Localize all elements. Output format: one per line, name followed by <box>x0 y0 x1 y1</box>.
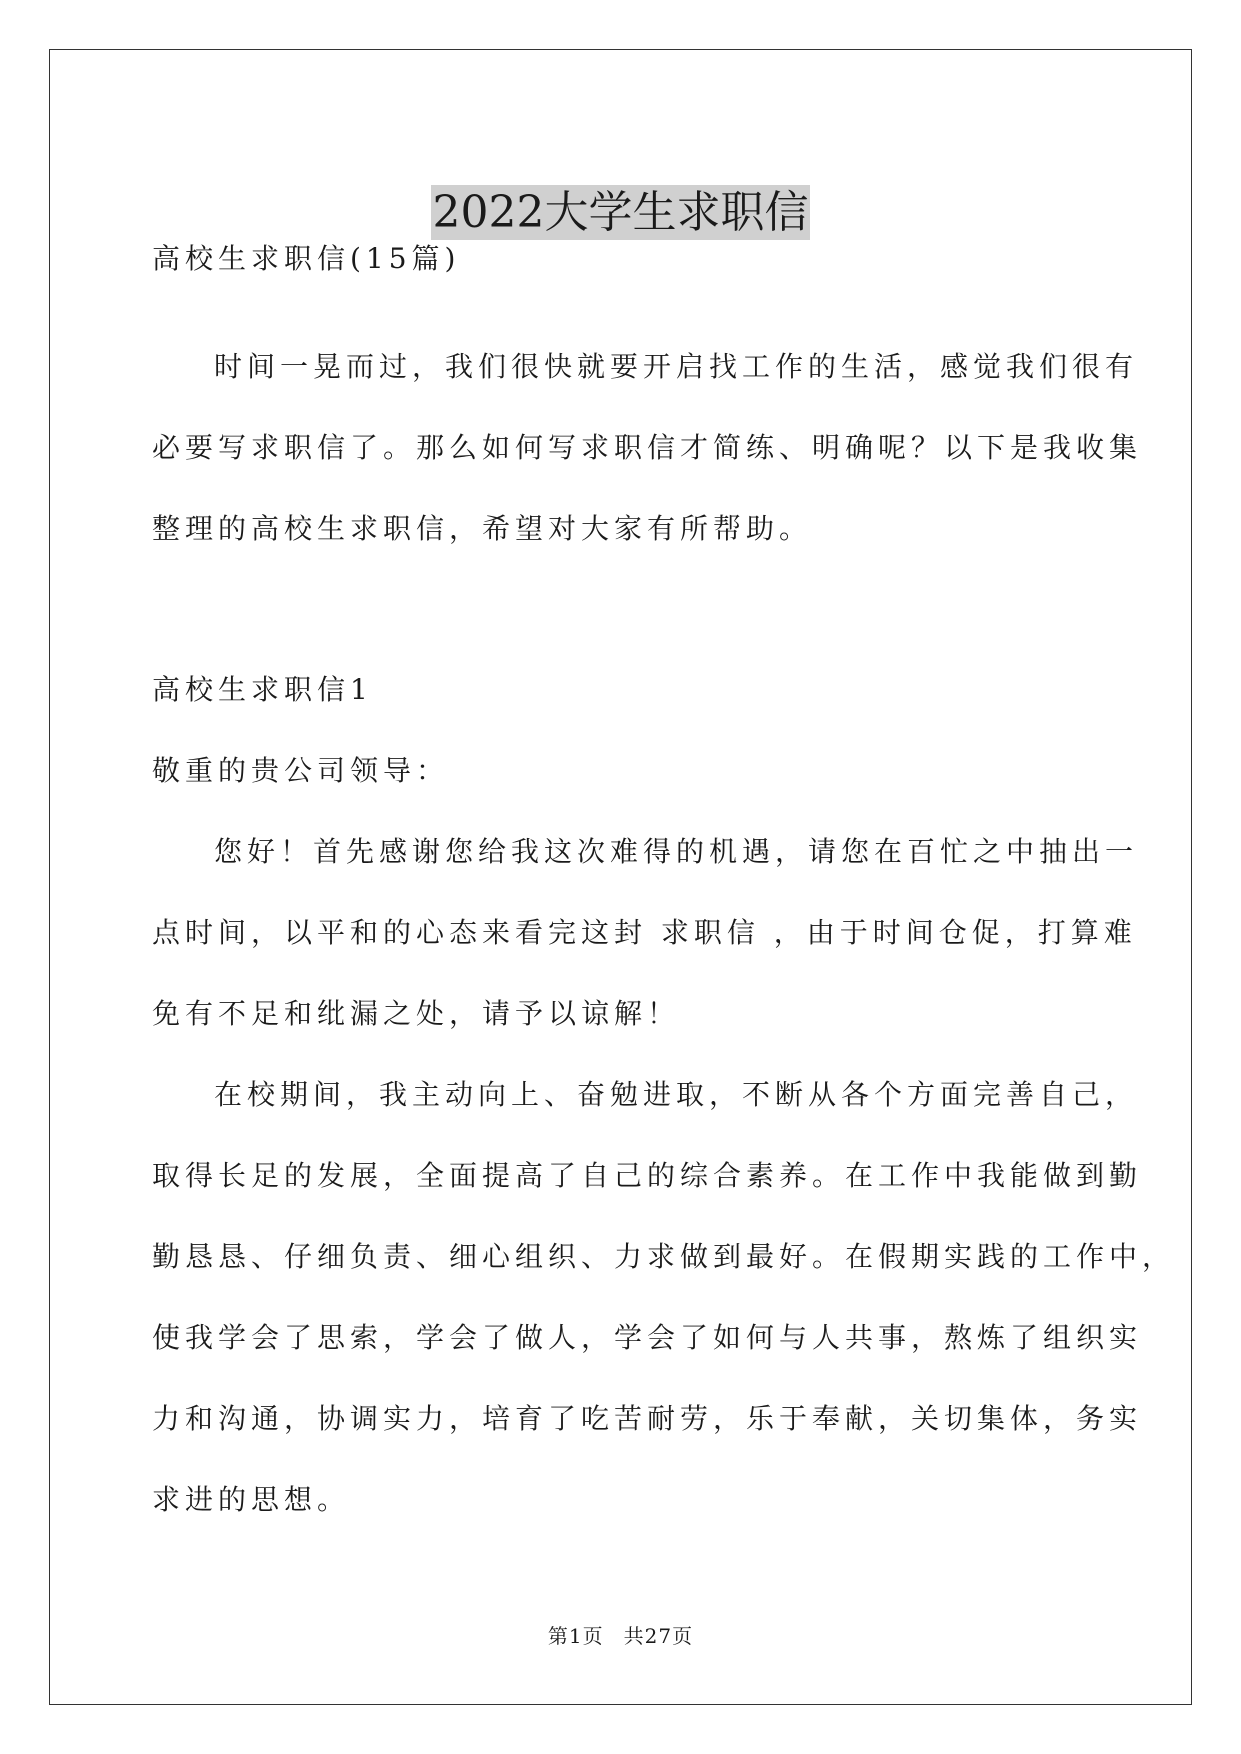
intro-line-2: 必要写求职信了。那么如何写求职信才简练、明确呢？以下是我收集 <box>152 431 1143 464</box>
page-footer <box>0 1622 1241 1650</box>
current-page-number: 第1页 <box>547 1624 604 1648</box>
paragraph-1-line-1: 您好！首先感谢您给我这次难得的机遇，请您在百忙之中抽出一 <box>214 835 1139 868</box>
section-heading: 高校生求职信1 <box>152 673 373 706</box>
page-border <box>49 49 1192 1705</box>
salutation: 敬重的贵公司领导： <box>152 754 450 787</box>
total-page-count: 共27页 <box>623 1624 694 1648</box>
paragraph-1-line-2: 点时间，以平和的心态来看完这封 求职信 ，由于时间仓促，打算难 <box>152 916 1137 949</box>
paragraph-1-line-3: 免有不足和纰漏之处，请予以谅解！ <box>152 997 681 1030</box>
document-title: 2022大学生求职信 <box>432 187 809 239</box>
intro-line-3: 整理的高校生求职信，希望对大家有所帮助。 <box>152 512 813 545</box>
paragraph-2-line-5: 力和沟通，协调实力，培育了吃苦耐劳，乐于奉献，关切集体，务实 <box>152 1402 1143 1435</box>
paragraph-2-line-2: 取得长足的发展，全面提高了自己的综合素养。在工作中我能做到勤 <box>152 1159 1143 1192</box>
paragraph-2-line-4: 使我学会了思索，学会了做人，学会了如何与人共事，熬炼了组织实 <box>152 1321 1143 1354</box>
paragraph-2-line-6: 求进的思想。 <box>152 1483 351 1516</box>
document-subtitle: 高校生求职信(15篇) <box>152 242 461 275</box>
intro-line-1: 时间一晃而过，我们很快就要开启找工作的生活，感觉我们很有 <box>214 350 1139 383</box>
paragraph-2-line-3: 勤恳恳、仔细负责、细心组织、力求做到最好。在假期实践的工作中， <box>152 1240 1176 1273</box>
paragraph-2-line-1: 在校期间，我主动向上、奋勉进取，不断从各个方面完善自己， <box>214 1078 1139 1111</box>
